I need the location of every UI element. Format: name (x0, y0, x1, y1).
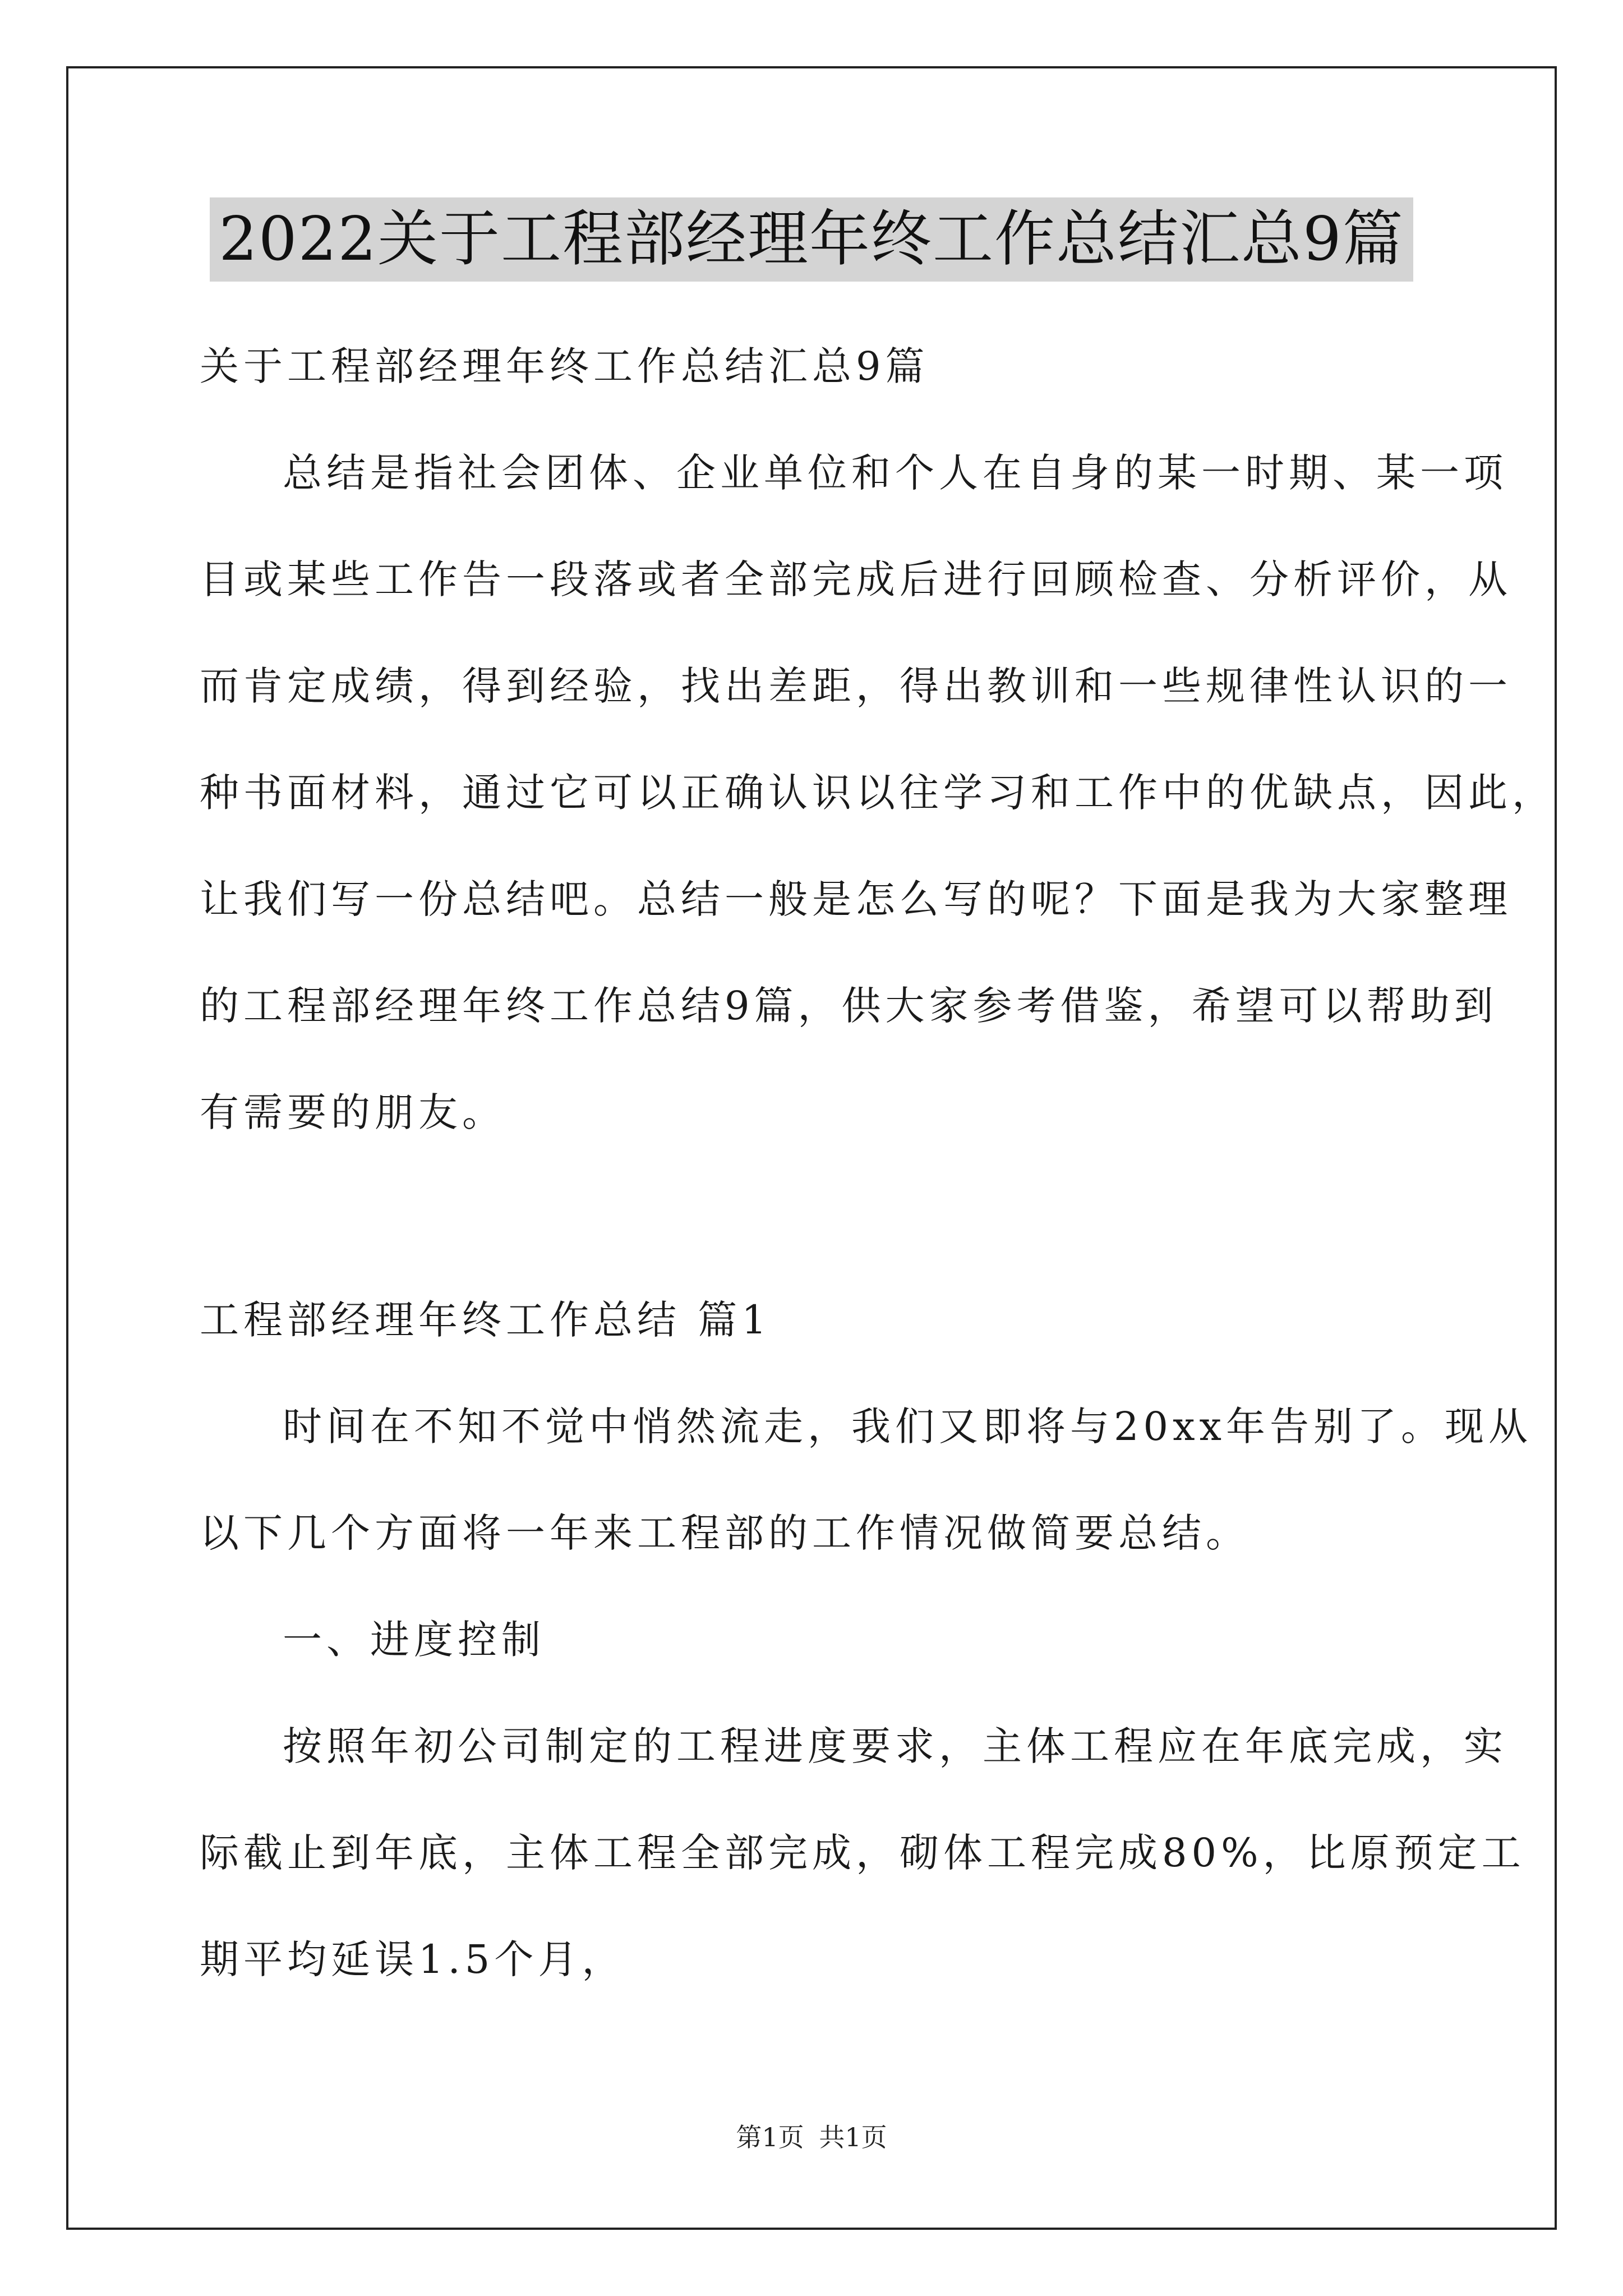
intro-line-4: 种书面材料，通过它可以正确认识以往学习和工作中的优缺点，因此， (200, 770, 1556, 816)
intro-line-1: 总结是指社会团体、企业单位和个人在自身的某一时期、某一项 (283, 450, 1507, 496)
page-number-current: 第1页 (736, 2122, 804, 2152)
subsection-line-2: 际截止到年底，主体工程全部完成，砌体工程完成80%，比原预定工 (200, 1830, 1525, 1876)
document-title: 2022关于工程部经理年终工作总结汇总9篇 (210, 197, 1413, 282)
intro-line-2: 目或某些工作告一段落或者全部完成后进行回顾检查、分析评价，从 (200, 556, 1512, 602)
title-container (0, 197, 1623, 282)
section-line-2: 以下几个方面将一年来工程部的工作情况做简要总结。 (200, 1510, 1249, 1556)
subsection-line-3: 期平均延误1.5个月， (200, 1936, 626, 1982)
section-heading: 工程部经理年终工作总结 篇1 (200, 1297, 771, 1343)
intro-line-7: 有需要的朋友。 (200, 1089, 506, 1135)
intro-line-3: 而肯定成绩，得到经验，找出差距，得出教训和一些规律性认识的一 (200, 663, 1512, 709)
paragraph-gap (200, 1166, 1474, 1267)
intro-line-5: 让我们写一份总结吧。总结一般是怎么写的呢？下面是我为大家整理 (200, 876, 1512, 922)
section-line-1: 时间在不知不觉中悄然流走，我们又即将与20xx年告别了。现从 (283, 1404, 1533, 1450)
document-body (200, 313, 1556, 2013)
page-number-total: 共1页 (819, 2122, 887, 2152)
document-subtitle: 关于工程部经理年终工作总结汇总9篇 (200, 343, 929, 389)
subsection-heading: 一、进度控制 (283, 1617, 545, 1663)
intro-line-6: 的工程部经理年终工作总结9篇，供大家参考借鉴，希望可以帮助到 (200, 983, 1498, 1029)
page-footer (0, 2120, 1623, 2154)
subsection-line-1: 按照年初公司制定的工程进度要求，主体工程应在年底完成，实 (283, 1723, 1507, 1769)
